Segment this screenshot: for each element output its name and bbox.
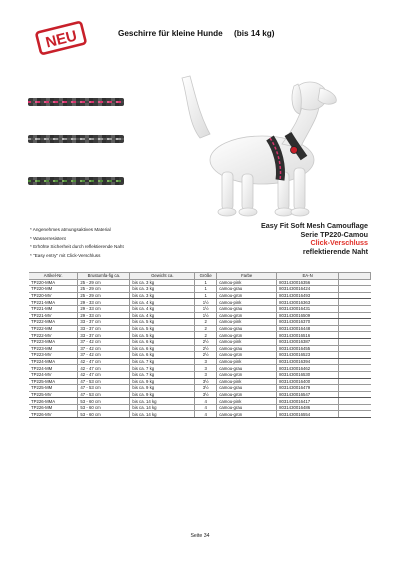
table-row [29,319,371,326]
cell-ean: 8031430016530 [277,371,339,378]
cell-blank [339,286,371,293]
cell-size: 1 [195,292,217,299]
cell-size: 3 [195,371,217,378]
cell-article: TP223-MV [29,352,78,359]
feature-item: * Erhöhte Sicherheit durch reflektierende Naht [30,244,124,250]
cell-chest: 37 - 42 cm [78,345,130,352]
cell-size: 2½ [195,345,217,352]
cell-size: 1½ [195,299,217,306]
cell-ean: 8031430016431 [277,305,339,312]
table-row [29,352,371,359]
table-row [29,286,371,293]
cell-article: TP225-MV [29,391,78,398]
cell-weight: bis ca. 7 kg [130,365,195,372]
cell-article: TP226-MV [29,411,78,418]
cell-article: TP220-MM [29,286,78,293]
cell-size: 2 [195,319,217,326]
new-badge-text: NEU [43,27,79,52]
product-info [220,222,368,257]
cell-article: TP220-MV [29,292,78,299]
harness-grey-image [28,135,124,143]
cell-chest: 25 - 29 cm [78,286,130,293]
new-badge-stamp [34,19,89,56]
cell-size: 2 [195,332,217,339]
cell-ean: 8031430016370 [277,319,339,326]
cell-article: TP222-MV [29,332,78,339]
col-blank [339,273,371,280]
cell-chest: 42 - 47 cm [78,365,130,372]
cell-size: 1 [195,286,217,293]
cell-weight: bis ca. 5 kg [130,325,195,332]
cell-ean: 8031430016462 [277,365,339,372]
cell-article: TP225-MMA [29,378,78,385]
product-name: Easy Fit Soft Mesh Camouflage [260,221,368,230]
cell-ean: 8031430016424 [277,286,339,293]
cell-ean: 8031430016448 [277,325,339,332]
cell-weight: bis ca. 7 kg [130,371,195,378]
cell-ean: 8031430016493 [277,292,339,299]
cell-chest: 33 - 37 cm [78,319,130,326]
cell-weight: bis ca. 9 kg [130,391,195,398]
cell-blank [339,325,371,332]
cell-color: camou-grün [217,292,277,299]
cell-size: 2½ [195,352,217,359]
cell-article: TP224-MV [29,371,78,378]
cell-blank [339,411,371,418]
cell-ean: 8031430016523 [277,352,339,359]
table-row [29,325,371,332]
cell-chest: 42 - 47 cm [78,371,130,378]
cell-blank [339,299,371,306]
cell-blank [339,371,371,378]
cell-color: camou-pink [217,319,277,326]
cell-chest: 29 - 33 cm [78,299,130,306]
cell-weight: bis ca. 3 kg [130,292,195,299]
cell-weight: bis ca. 9 kg [130,385,195,392]
table-header-row [29,273,371,280]
product-reflective-seam: reflektierende Naht [302,247,368,257]
cell-weight: bis ca. 3 kg [130,286,195,293]
table-row [29,391,371,398]
table-row [29,332,371,339]
cell-article: TP226-MMA [29,398,78,405]
cell-ean: 8031430016417 [277,398,339,405]
cell-blank [339,279,371,286]
cell-weight: bis ca. 5 kg [130,332,195,339]
table-row [29,305,371,312]
cell-weight: bis ca. 14 kg [130,404,195,411]
cell-color: camou-grau [217,325,277,332]
cell-ean: 8031430016400 [277,378,339,385]
cell-article: TP222-MM [29,325,78,332]
cell-chest: 47 - 53 cm [78,385,130,392]
cell-blank [339,385,371,392]
cell-weight: bis ca. 6 kg [130,352,195,359]
cell-article: TP225-MM [29,385,78,392]
cell-ean: 8031430016479 [277,385,339,392]
cell-blank [339,338,371,345]
cell-blank [339,365,371,372]
page-title: Geschirre für kleine Hunde (bis 14 kg) [118,29,275,38]
cell-article: TP221-MV [29,312,78,319]
cell-size: 3½ [195,385,217,392]
col-article: Artikel-Nr. [29,273,78,280]
cell-color: camou-grau [217,305,277,312]
cell-chest: 29 - 33 cm [78,312,130,319]
cell-ean: 8031430016363 [277,299,339,306]
dog-mannequin-image [170,68,340,218]
product-click-closure: Click-Verschluss [310,238,368,248]
cell-blank [339,398,371,405]
col-color: Farbe [217,273,277,280]
cell-article: TP223-MMA [29,338,78,345]
feature-list [30,226,124,260]
feature-item: * Angenehmes atmungsaktives Material [30,227,111,232]
cell-ean: 8031430016516 [277,332,339,339]
cell-size: 1½ [195,305,217,312]
cell-size: 1½ [195,312,217,319]
col-weight: Gewicht ca. [130,273,195,280]
cell-ean: 8031430016547 [277,391,339,398]
harness-pink-image [28,98,124,106]
cell-color: camou-grün [217,411,277,418]
cell-article: TP221-MMA [29,299,78,306]
cell-color: camou-pink [217,378,277,385]
harness-green-image [28,177,124,185]
cell-color: camou-pink [217,299,277,306]
table-row [29,338,371,345]
cell-weight: bis ca. 4 kg [130,299,195,306]
cell-color: camou-grau [217,345,277,352]
cell-size: 2½ [195,338,217,345]
cell-ean: 8031430016554 [277,411,339,418]
cell-blank [339,391,371,398]
cell-chest: 25 - 29 cm [78,292,130,299]
cell-ean: 8031430016486 [277,404,339,411]
cell-color: camou-grün [217,391,277,398]
cell-article: TP226-MM [29,404,78,411]
cell-blank [339,358,371,365]
product-series: Serie TP220-Camou [300,229,368,239]
cell-chest: 33 - 37 cm [78,332,130,339]
table-row [29,279,371,286]
table-row [29,398,371,405]
cell-weight: bis ca. 3 kg [130,279,195,286]
table-row [29,371,371,378]
table-row [29,299,371,306]
cell-article: TP221-MM [29,305,78,312]
cell-weight: bis ca. 7 kg [130,358,195,365]
cell-ean: 8031430016356 [277,279,339,286]
cell-size: 3 [195,358,217,365]
cell-weight: bis ca. 4 kg [130,305,195,312]
cell-color: camou-pink [217,338,277,345]
cell-blank [339,305,371,312]
cell-color: camou-grau [217,385,277,392]
cell-chest: 33 - 37 cm [78,325,130,332]
cell-chest: 53 - 60 cm [78,411,130,418]
cell-article: TP224-MMA [29,358,78,365]
cell-chest: 47 - 53 cm [78,378,130,385]
cell-size: 4 [195,411,217,418]
cell-blank [339,312,371,319]
cell-ean: 8031430016394 [277,358,339,365]
cell-weight: bis ca. 9 kg [130,378,195,385]
cell-size: 2 [195,325,217,332]
cell-size: 4 [195,398,217,405]
cell-chest: 53 - 60 cm [78,398,130,405]
cell-size: 4 [195,404,217,411]
feature-item: * "Easy entry" mit Click-Verschluss [30,252,101,258]
cell-chest: 53 - 60 cm [78,404,130,411]
cell-color: camou-grün [217,352,277,359]
cell-article: TP223-MM [29,345,78,352]
cell-weight: bis ca. 6 kg [130,345,195,352]
cell-color: camou-pink [217,279,277,286]
cell-blank [339,345,371,352]
page-number: Seite 34 [190,533,210,539]
table-row [29,312,371,319]
cell-chest: 25 - 29 cm [78,279,130,286]
cell-blank [339,378,371,385]
cell-weight: bis ca. 14 kg [130,398,195,405]
cell-chest: 47 - 53 cm [78,391,130,398]
col-chest: Brustumfa-fig ca. [78,273,130,280]
cell-chest: 29 - 33 cm [78,305,130,312]
table-row [29,365,371,372]
cell-color: camou-pink [217,358,277,365]
cell-weight: bis ca. 5 kg [130,319,195,326]
cell-blank [339,319,371,326]
cell-article: TP220-MMA [29,279,78,286]
table-row [29,411,371,418]
table-row [29,378,371,385]
table-row [29,385,371,392]
cell-chest: 37 - 42 cm [78,352,130,359]
cell-size: 3 [195,365,217,372]
cell-article: TP224-MM [29,365,78,372]
cell-color: camou-grau [217,404,277,411]
cell-color: camou-grün [217,371,277,378]
cell-ean: 8031430016509 [277,312,339,319]
cell-color: camou-grün [217,312,277,319]
cell-color: camou-grau [217,365,277,372]
feature-item: * Wasserresistent [30,235,66,241]
table-row [29,345,371,352]
cell-blank [339,352,371,359]
table-row [29,292,371,299]
col-ean: EA-N [277,273,339,280]
cell-ean: 8031430016455 [277,345,339,352]
table-body [29,279,371,417]
table-row [29,404,371,411]
cell-size: 1 [195,279,217,286]
table-row [29,358,371,365]
cell-color: camou-grau [217,286,277,293]
cell-size: 3½ [195,391,217,398]
cell-blank [339,404,371,411]
cell-color: camou-grün [217,332,277,339]
col-size: Größe [195,273,217,280]
cell-blank [339,292,371,299]
cell-weight: bis ca. 6 kg [130,338,195,345]
cell-article: TP222-MMA [29,319,78,326]
cell-blank [339,332,371,339]
cell-chest: 42 - 47 cm [78,358,130,365]
spec-table [29,272,371,418]
cell-chest: 37 - 42 cm [78,338,130,345]
cell-weight: bis ca. 4 kg [130,312,195,319]
cell-size: 3½ [195,378,217,385]
cell-ean: 8031430016387 [277,338,339,345]
cell-color: camou-pink [217,398,277,405]
cell-weight: bis ca. 14 kg [130,411,195,418]
